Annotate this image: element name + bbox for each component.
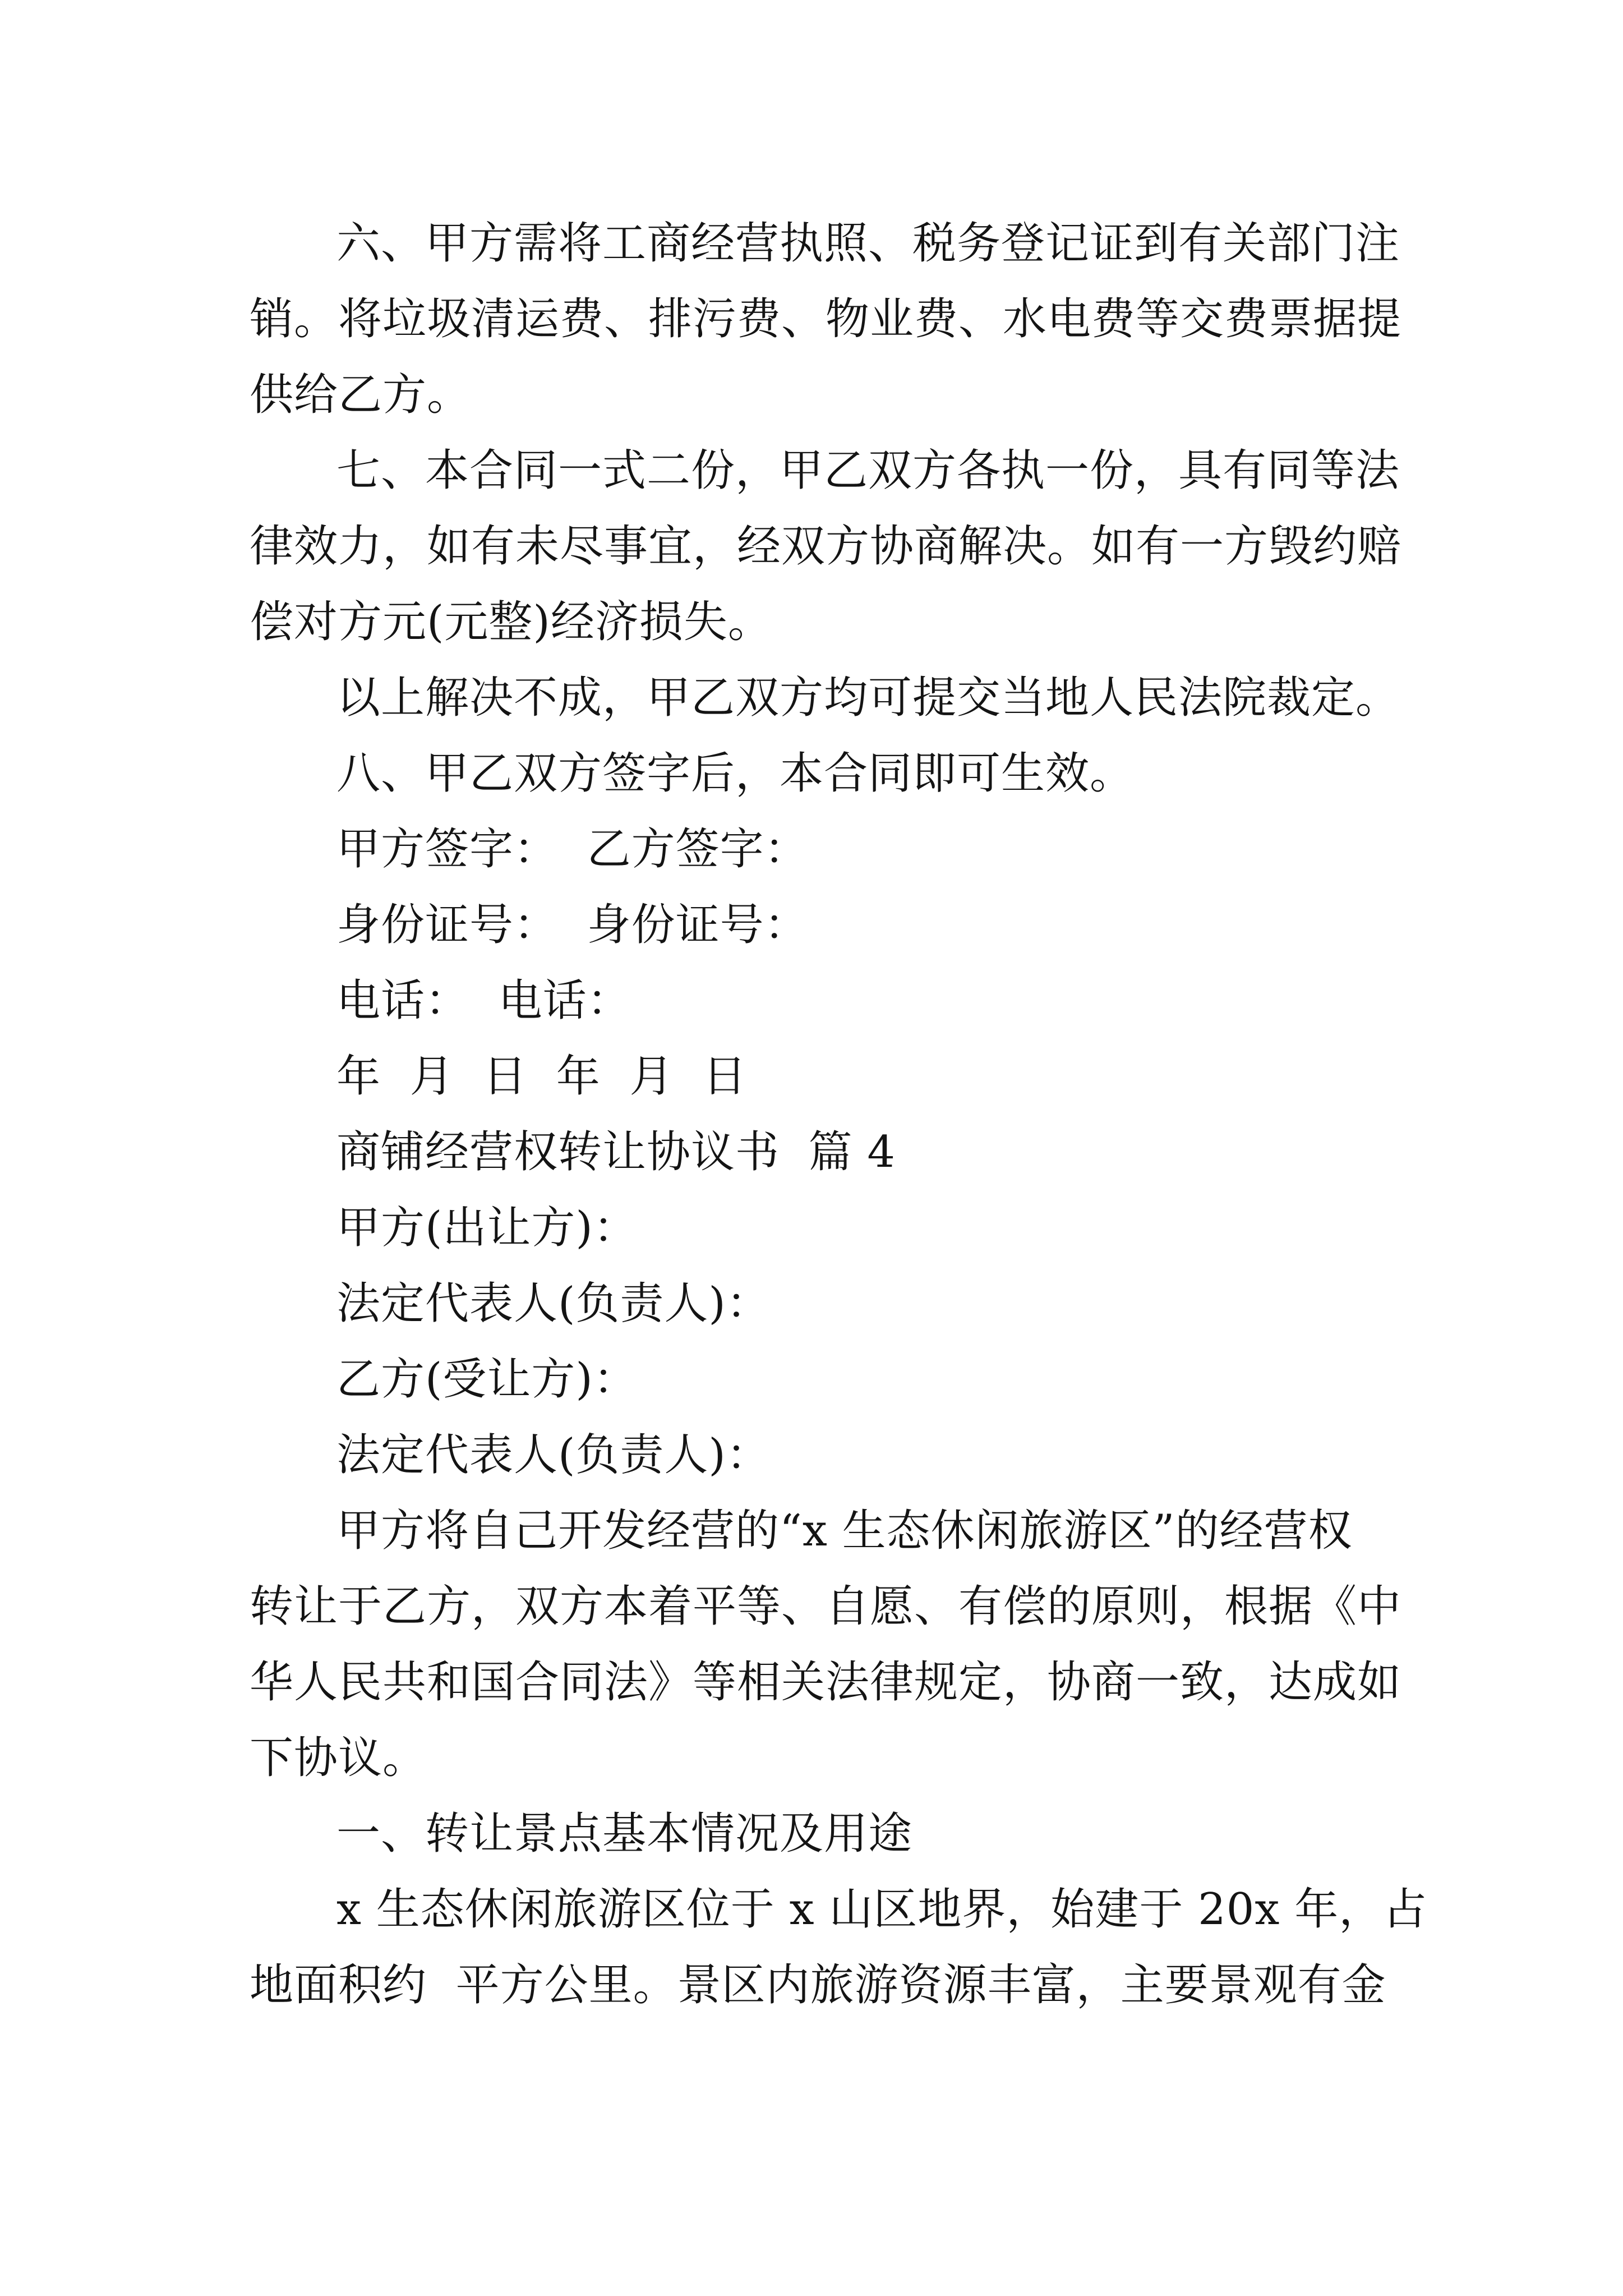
paragraph-line: x 生态休闲旅游区位于 x 山区地界，始建于 20x 年，占 (336, 1884, 1428, 1935)
paragraph-line: 七、本合同一式二份，甲乙双方各执一份，具有同等法 (336, 445, 1400, 496)
clause-heading: 一、转让景点基本情况及用途 (336, 1809, 913, 1859)
id-number-line: 身份证号： 身份证号： (336, 900, 809, 950)
paragraph-line: 八、甲乙双方签字后，本合同即可生效。 (336, 748, 1135, 799)
paragraph-line: 六、甲方需将工商经营执照、税务登记证到有关部门注 (336, 218, 1400, 269)
phone-line: 电话： 电话： (336, 976, 631, 1026)
party-b-representative-line: 法定代表人(负责人)： (336, 1430, 771, 1480)
paragraph-line: 供给乙方。 (250, 370, 472, 420)
paragraph-line: 下协议。 (250, 1733, 427, 1783)
paragraph-line: 偿对方元(元整)经济损失。 (250, 597, 772, 647)
party-a-line: 甲方(出让方)： (336, 1203, 638, 1253)
signature-line: 甲方签字： 乙方签字： (336, 824, 809, 875)
paragraph-line: 以上解决不成，甲乙双方均可提交当地人民法院裁定。 (336, 673, 1400, 723)
paragraph-line: 律效力，如有未尽事宜，经双方协商解决。如有一方毁约赔 (250, 521, 1402, 572)
paragraph-line: 销。将垃圾清运费、排污费、物业费、水电费等交费票据提 (250, 294, 1402, 344)
paragraph-line: 地面积约 平方公里。景区内旅游资源丰富，主要景观有金 (250, 1960, 1386, 2010)
party-a-representative-line: 法定代表人(负责人)： (336, 1278, 771, 1329)
paragraph-line: 甲方将自己开发经营的“x 生态休闲旅游区”的经营权 (336, 1506, 1353, 1556)
party-b-line: 乙方(受让方)： (336, 1354, 638, 1405)
section-title: 商铺经营权转让协议书 篇 4 (336, 1127, 896, 1177)
date-line: 年 月 日 年 月 日 (336, 1051, 747, 1102)
paragraph-line: 华人民共和国合同法》等相关法律规定，协商一致，达成如 (250, 1657, 1402, 1708)
paragraph-line: 转让于乙方，双方本着平等、自愿、有偿的原则，根据《中 (250, 1581, 1402, 1632)
